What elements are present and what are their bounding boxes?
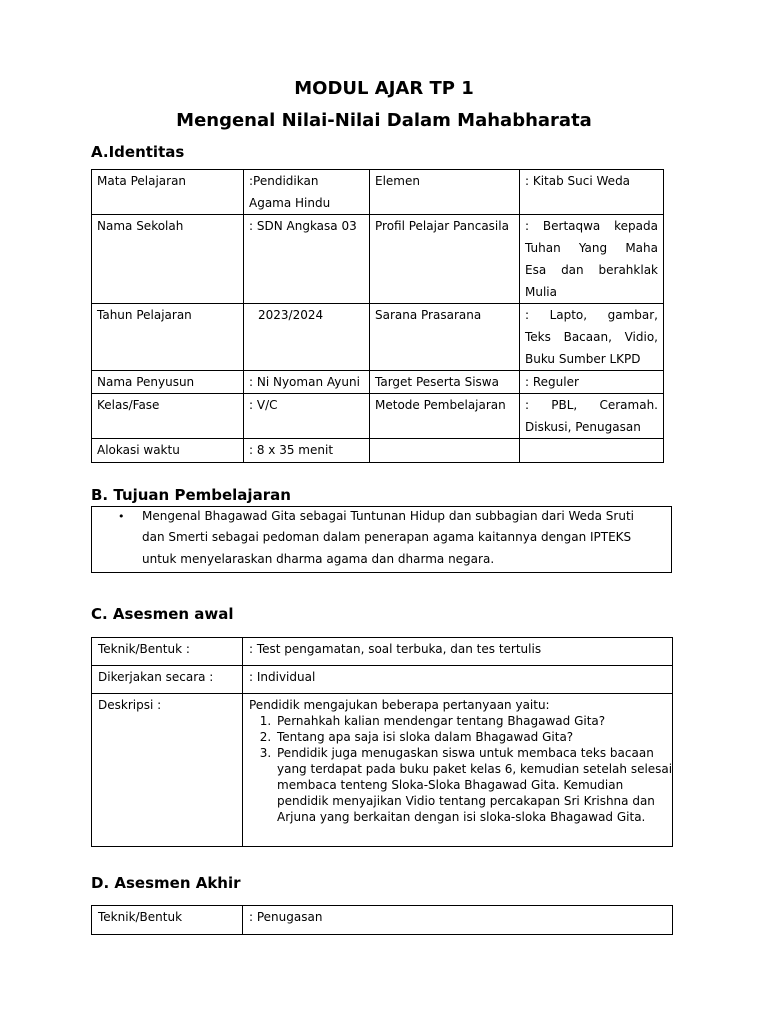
table-row: [92, 371, 664, 394]
cell-line: Buku Sumber LKPD: [525, 352, 641, 366]
cell-empty: [370, 439, 520, 463]
cell-value: : Kitab Suci Weda: [520, 170, 664, 215]
cell-value: [244, 170, 370, 215]
table-row: [92, 906, 673, 935]
cell-line: : PBL, Ceramah.: [525, 398, 658, 412]
cell-label: Nama Sekolah: [92, 215, 244, 304]
cell-value: : Penugasan: [243, 906, 673, 935]
table-row: [92, 439, 664, 463]
cell-value: : 8 x 35 menit: [244, 439, 370, 463]
cell-value: [520, 304, 664, 371]
identitas-table: [91, 169, 664, 463]
cell-label: Teknik/Bentuk: [92, 906, 243, 935]
cell-label: Metode Pembelajaran: [370, 394, 520, 439]
section-asesmen-akhir-heading: D. Asesmen Akhir: [91, 874, 241, 892]
cell-value: : Ni Nyoman Ayuni: [244, 371, 370, 394]
table-row: [92, 638, 673, 666]
list-item: 3. Pendidik juga menugaskan siswa untuk membaca teks bacaan yang terdapat pada buku paket kelas 6, kemudian setelah selesai membaca tenteng Sloka-Sloka Bhagawad Gita. Kemudian pendidik menyajikan Vidio tentang percakapan Sri Krishna dan Arjuna yang berkaitan dengan isi sloka-sloka Bhagawad Gita.: [275, 745, 675, 825]
cell-label: Teknik/Bentuk :: [92, 638, 243, 666]
cell-label: Alokasi waktu: [92, 439, 244, 463]
table-row: [92, 304, 664, 371]
cell-line: Tuhan Yang Maha: [525, 241, 658, 255]
module-title: MODUL AJAR TP 1: [294, 78, 474, 99]
cell-empty: [520, 439, 664, 463]
cell-line: Teks Bacaan, Vidio,: [525, 330, 658, 344]
cell-value: : V/C: [244, 394, 370, 439]
asesmen-akhir-table: [91, 905, 673, 935]
cell-label: Target Peserta Siswa: [370, 371, 520, 394]
cell-line: : Lapto, gambar,: [525, 308, 658, 322]
cell-value: : Test pengamatan, soal terbuka, dan tes tertulis: [243, 638, 673, 666]
cell-line: :Pendidikan: [249, 174, 319, 188]
table-row: [92, 215, 664, 304]
cell-line: : Bertaqwa kepada: [525, 219, 658, 233]
cell-value: : Individual: [243, 666, 673, 694]
cell-line: Agama Hindu: [249, 196, 331, 210]
cell-label: Deskripsi :: [92, 694, 243, 847]
module-subtitle: Mengenal Nilai-Nilai Dalam Mahabharata: [176, 110, 592, 131]
cell-value: [520, 394, 664, 439]
table-row: [92, 394, 664, 439]
section-identitas-heading: A.Identitas: [91, 143, 185, 161]
deskripsi-intro: Pendidik mengajukan beberapa pertanyaan yaitu:: [249, 698, 550, 712]
cell-label: Mata Pelajaran: [92, 170, 244, 215]
list-item: 1. Pernahkah kalian mendengar tentang Bhagawad Gita?: [275, 713, 675, 729]
tujuan-line: Mengenal Bhagawad Gita sebagai Tuntunan Hidup dan subbagian dari Weda Sruti: [142, 509, 634, 523]
section-asesmen-awal-heading: C. Asesmen awal: [91, 605, 234, 623]
cell-value: [520, 215, 664, 304]
cell-label: Profil Pelajar Pancasila: [370, 215, 520, 304]
tujuan-line: dan Smerti sebagai pedoman dalam penerapan agama kaitannya dengan IPTEKS: [142, 530, 632, 544]
table-row: [92, 170, 664, 215]
deskripsi-list: [249, 713, 675, 825]
table-row: [92, 694, 673, 847]
cell-value: : Reguler: [520, 371, 664, 394]
cell-label: Sarana Prasarana: [370, 304, 520, 371]
cell-label: Nama Penyusun: [92, 371, 244, 394]
bullet-icon: •: [118, 510, 125, 523]
cell-line: Diskusi, Penugasan: [525, 420, 641, 434]
cell-label: Elemen: [370, 170, 520, 215]
cell-line: Esa dan berahklak: [525, 263, 658, 277]
list-item: 2. Tentang apa saja isi sloka dalam Bhagawad Gita?: [275, 729, 675, 745]
cell-label: Kelas/Fase: [92, 394, 244, 439]
tujuan-box: [91, 506, 672, 573]
tujuan-line: untuk menyelaraskan dharma agama dan dharma negara.: [142, 551, 495, 566]
cell-value: 2023/2024: [244, 304, 370, 371]
cell-line: Mulia: [525, 285, 557, 299]
section-tujuan-heading: B. Tujuan Pembelajaran: [91, 486, 291, 504]
table-row: [92, 666, 673, 694]
cell-value: : SDN Angkasa 03: [244, 215, 370, 304]
cell-label: Tahun Pelajaran: [92, 304, 244, 371]
cell-label: Dikerjakan secara :: [92, 666, 243, 694]
asesmen-awal-table: [91, 637, 673, 847]
cell-value: [243, 694, 673, 847]
